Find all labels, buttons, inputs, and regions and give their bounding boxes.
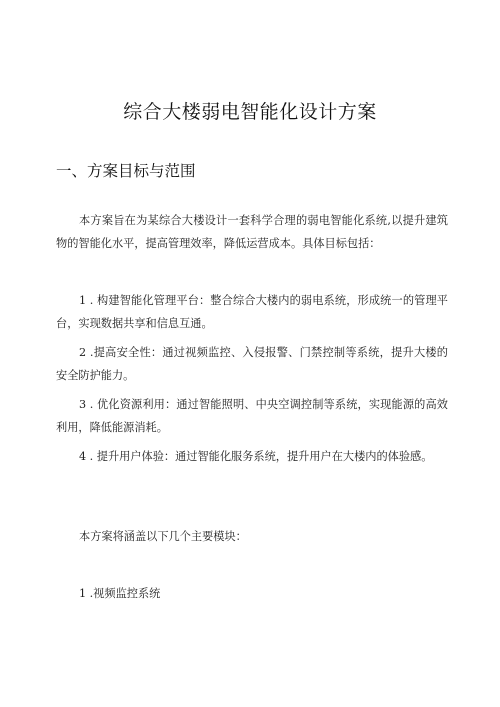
document-title: 综合大楼弱电智能化设计方案 <box>123 101 377 123</box>
goal-item-2: 2 .提高安全性：通过视频监控、入侵报警、门禁控制等系统，提升大楼的安全防护能力。 <box>56 346 448 382</box>
modules-intro-paragraph: 本方案将涵盖以下几个主要模块： <box>79 530 247 543</box>
intro-paragraph: 本方案旨在为某综合大楼设计一套科学合理的弱电智能化系统,以提升建筑物的智能化水平，提高管理效率，降低运营成本。具体目标包括： <box>56 214 448 250</box>
section-heading: 一、方案目标与范围 <box>56 162 196 180</box>
module-item-1: 1 .视频监控系统 <box>79 587 161 600</box>
goal-item-3: 3 . 优化资源利用：通过智能照明、中央空调控制等系统，实现能源的高效利用，降低能源消耗。 <box>56 398 448 434</box>
goal-item-1: 1 . 构建智能化管理平台：整合综合大楼内的弱电系统，形成统一的管理平台，实现数据共享和信息互通。 <box>56 294 448 330</box>
goal-item-4: 4 . 提升用户体验：通过智能化服务系统，提升用户在大楼内的体验感。 <box>79 450 433 463</box>
